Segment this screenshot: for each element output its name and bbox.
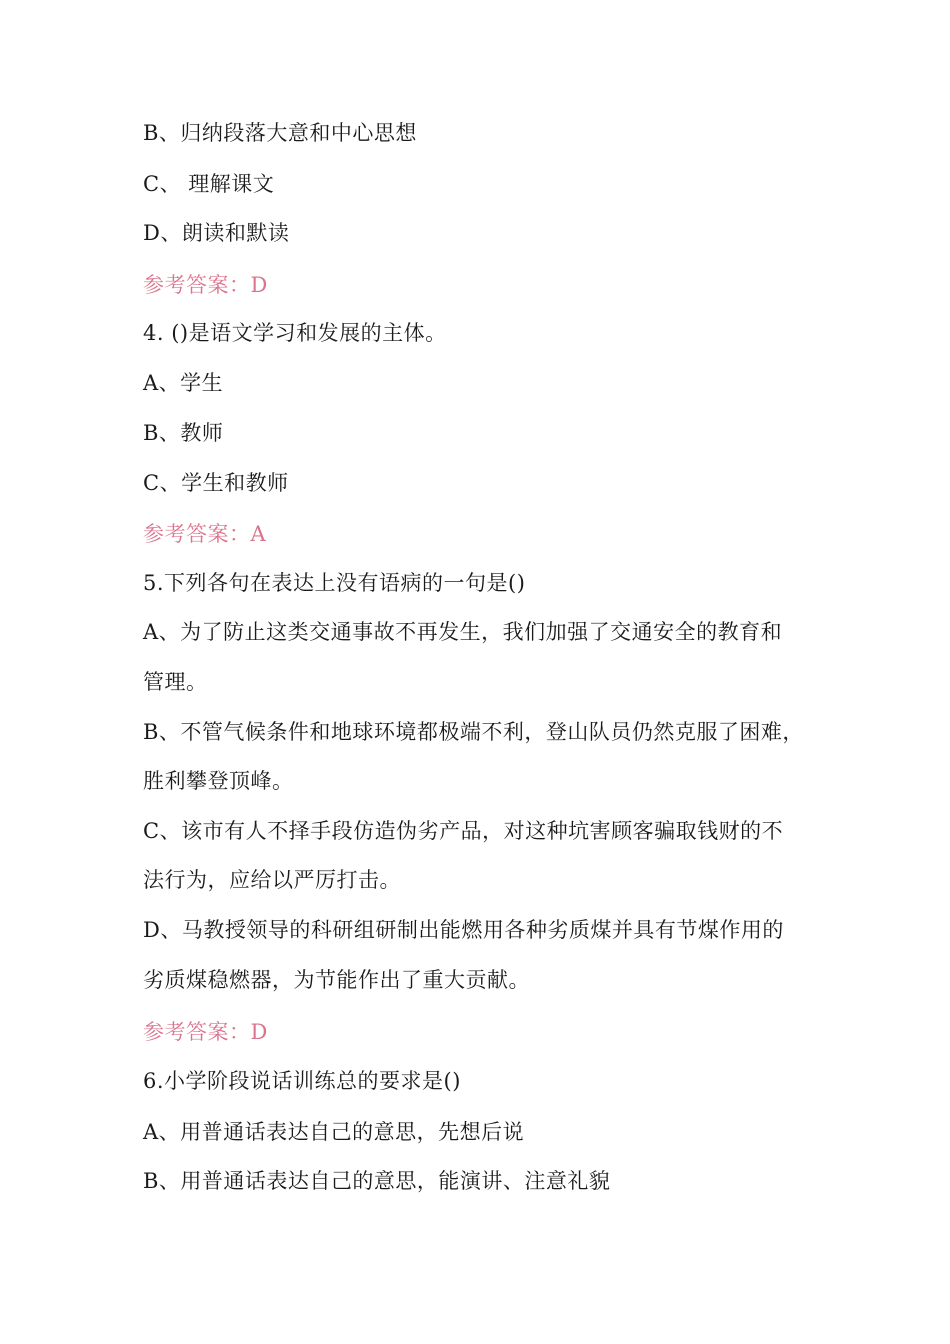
question-text: 4. ()是语文学习和发展的主体。 [143, 321, 447, 345]
option-text: D、马教授领导的科研组研制出能燃用各种劣质煤并具有节煤作用的 [143, 918, 784, 942]
option-text: 劣质煤稳燃器，为节能作出了重大贡献。 [143, 968, 530, 992]
option-text: 法行为，应给以严厉打击。 [143, 868, 401, 892]
option-text: B、用普通话表达自己的意思，能演讲、注意礼貌 [143, 1169, 611, 1193]
answer-text: 参考答案：D [143, 1020, 268, 1044]
option-text: D、朗读和默读 [143, 221, 290, 245]
option-text: C、学生和教师 [143, 471, 289, 495]
answer-text: 参考答案：D [143, 273, 268, 297]
option-text: C、 理解课文 [143, 172, 275, 196]
option-text: A、用普通话表达自己的意思，先想后说 [143, 1120, 525, 1144]
question-text: 5.下列各句在表达上没有语病的一句是() [143, 571, 526, 595]
option-text: B、归纳段落大意和中心思想 [143, 121, 417, 145]
option-text: 管理。 [143, 670, 208, 694]
answer-text: 参考答案：A [143, 522, 267, 546]
option-text: B、教师 [143, 421, 224, 445]
option-text: 胜利攀登顶峰。 [143, 769, 294, 793]
question-text: 6.小学阶段说话训练总的要求是() [143, 1069, 461, 1093]
option-text: C、该市有人不择手段仿造伪劣产品，对这种坑害顾客骗取钱财的不 [143, 819, 784, 843]
option-text: A、学生 [143, 371, 224, 395]
option-text: B、不管气候条件和地球环境都极端不利，登山队员仍然克服了困难， [143, 720, 804, 744]
option-text: A、为了防止这类交通事故不再发生，我们加强了交通安全的教育和 [143, 620, 783, 644]
